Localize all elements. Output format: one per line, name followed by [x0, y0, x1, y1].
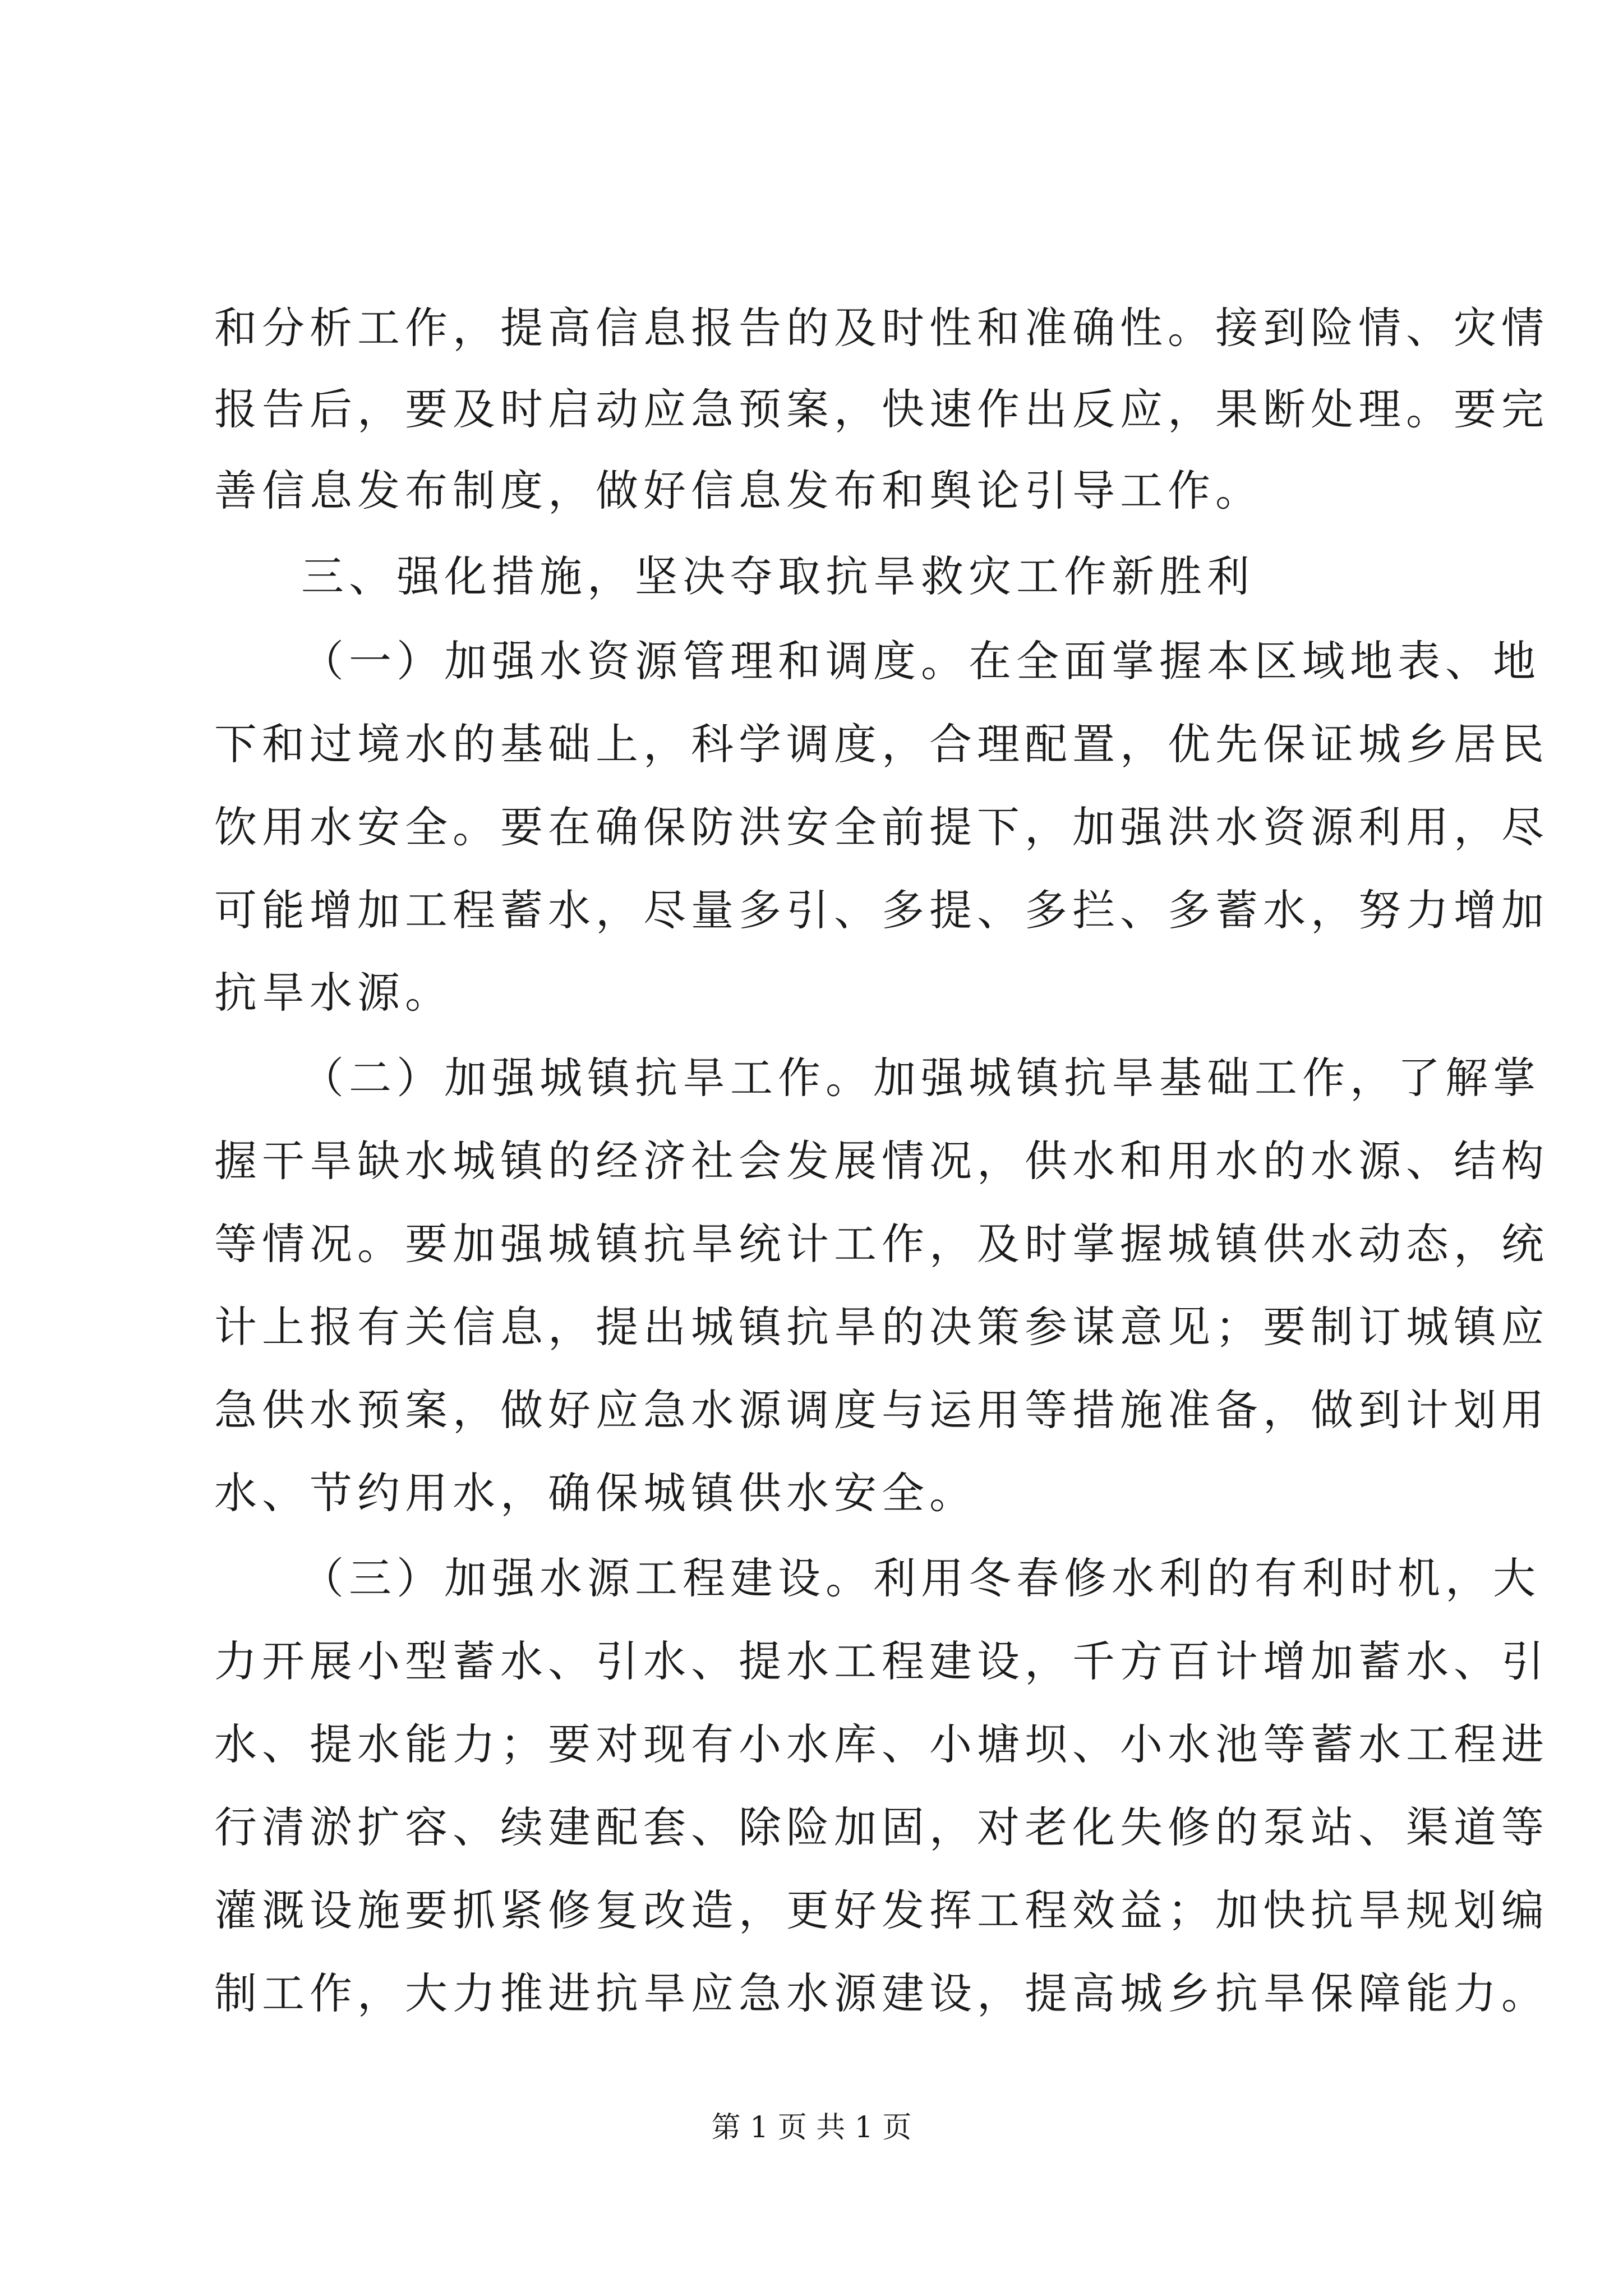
section-heading: 三、强化措施，坚决夺取抗旱救灾工作新胜利	[301, 551, 1255, 601]
body-text-line: 水、节约用水，确保城镇供水安全。	[214, 1468, 977, 1518]
paragraph-first-line: （三）加强水源工程建设。利用冬春修水利的有利时机，大	[301, 1553, 1541, 1603]
body-text-line: 抗旱水源。	[214, 968, 453, 1018]
body-text-line: 水、提水能力；要对现有小水库、小塘坝、小水池等蓄水工程进	[214, 1719, 1549, 1769]
body-text-line: 制工作，大力推进抗旱应急水源建设，提高城乡抗旱保障能力。	[214, 1968, 1549, 2018]
body-text-line: 灌溉设施要抓紧修复改造，更好发挥工程效益；加快抗旱规划编	[214, 1885, 1549, 1935]
body-text-line: 善信息发布制度，做好信息发布和舆论引导工作。	[214, 466, 1263, 516]
body-text-line: 计上报有关信息，提出城镇抗旱的决策参谋意见；要制订城镇应	[214, 1302, 1549, 1352]
body-text-line: 握干旱缺水城镇的经济社会发展情况，供水和用水的水源、结构	[214, 1136, 1549, 1186]
body-text-line: 力开展小型蓄水、引水、提水工程建设，千方百计增加蓄水、引	[214, 1636, 1549, 1686]
body-text-line: 报告后，要及时启动应急预案，快速作出反应，果断处理。要完	[214, 384, 1549, 434]
page-number-footer: 第 1 页 共 1 页	[711, 2111, 912, 2145]
body-text-line: 和分析工作，提高信息报告的及时性和准确性。接到险情、灾情	[214, 303, 1549, 353]
paragraph-first-line: （一）加强水资源管理和调度。在全面掌握本区域地表、地	[301, 636, 1541, 686]
body-text-line: 等情况。要加强城镇抗旱统计工作，及时掌握城镇供水动态，统	[214, 1219, 1549, 1269]
paragraph-first-line: （二）加强城镇抗旱工作。加强城镇抗旱基础工作，了解掌	[301, 1053, 1541, 1103]
body-text-line: 下和过境水的基础上，科学调度，合理配置，优先保证城乡居民	[214, 719, 1549, 769]
body-text-line: 急供水预案，做好应急水源调度与运用等措施准备，做到计划用	[214, 1385, 1549, 1435]
body-text-line: 饮用水安全。要在确保防洪安全前提下，加强洪水资源利用，尽	[214, 802, 1549, 852]
body-text-line: 可能增加工程蓄水，尽量多引、多提、多拦、多蓄水，努力增加	[214, 885, 1549, 935]
body-text-line: 行清淤扩容、续建配套、除险加固，对老化失修的泵站、渠道等	[214, 1802, 1549, 1852]
